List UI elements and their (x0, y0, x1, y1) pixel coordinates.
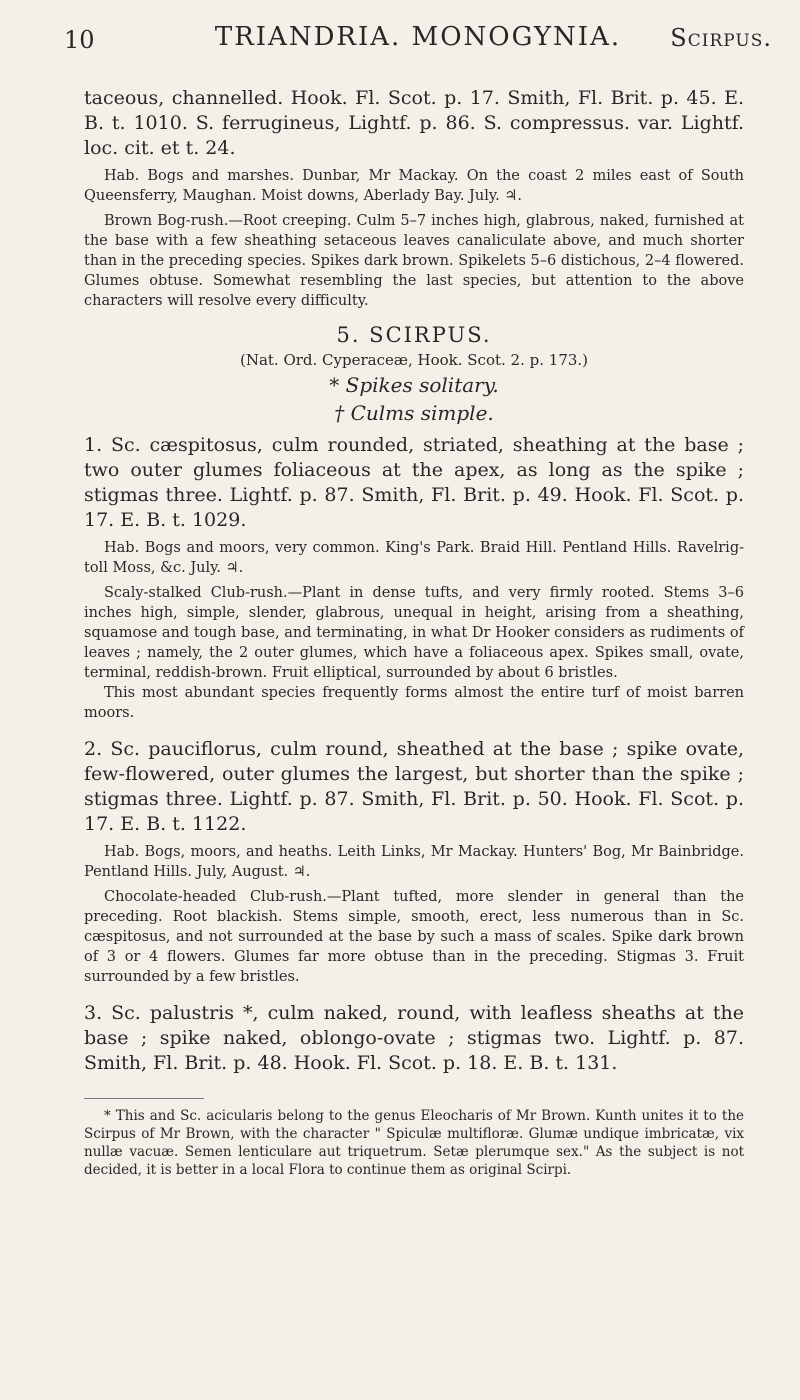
footnote-rule (84, 1098, 204, 1099)
habitat-paragraph: Hab. Bogs, moors, and heaths. Leith Links, Mr Mackay. Hunters' Bog, Mr Bainbridge. Pentland Hills. July, August. ♃. (84, 844, 744, 880)
footnote: * This and Sc. acicularis belong to the genus Eleocharis of Mr Brown. Kunth unites it to the Scirpus of Mr Brown, with the character " Spiculæ multifloræ. Glumæ undique imbricatæ, vix nullæ vacuæ. Semen lenticulare aut triquetrum. Setæ plerumque sex." As the subject is not decided, it is better in a local Flora to continue them as original Scirpi. (84, 1108, 744, 1178)
subsection-heading: † Culms simple. (334, 401, 494, 425)
species-entry: 2. Sc. pauciflorus, culm round, sheathed at the base ; spike ovate, few-flowered, outer glumes the largest, but shorter than the spike ; stigmas three. Lightf. p. 87. Smith, Fl. Brit. p. 50. Hook. Fl. Scot. p. 17. E. B. t. 1122. (84, 738, 744, 835)
species-entry: 1. Sc. cæspitosus, culm rounded, striated, sheathing at the base ; two outer glumes foliaceous at the apex, as long as the spike ; stigmas three. Lightf. p. 87. Smith, Fl. Brit. p. 49. Hook. Fl. Scot. p. 17. E. B. t. 1029. (84, 434, 744, 531)
page-body (84, 86, 744, 1179)
habitat-paragraph: Hab. Bogs and moors, very common. King's Park. Braid Hill. Pentland Hills. Ravelrig-toll Moss, &c. July. ♃. (84, 540, 744, 576)
running-genus-title: Scirpus. (670, 24, 772, 52)
page-header (64, 16, 772, 60)
natural-order-line: (Nat. Ord. Cyperaceæ, Hook. Scot. 2. p. 173.) (239, 351, 589, 369)
synonyms-continued: taceous, channelled. Hook. Fl. Scot. p. 17. Smith, Fl. Brit. p. 45. E. B. t. 1010. S. ferrugineus, Lightf. p. 86. S. compressus. var. Lightf. loc. cit. et t. 24. (84, 87, 744, 159)
running-title: TRIANDRIA. MONOGYNIA. (214, 22, 622, 52)
genus-heading: 5. SCIRPUS. (336, 323, 492, 347)
description-paragraph: Chocolate-headed Club-rush.—Plant tufted, more slender in general than the preceding. Root blackish. Stems simple, smooth, erect, less numerous than in Sc. cæspitosus, and not surrounded at the base by such a mass of scales. Spike dark brown of 3 or 4 flowers. Glumes far more obtuse than in the preceding. Stigmas 3. Fruit surrounded by a few bristles. (84, 889, 744, 985)
section-heading: * Spikes solitary. (329, 373, 499, 397)
habitat-paragraph: Hab. Bogs and marshes. Dunbar, Mr Mackay. On the coast 2 miles east of South Queensferry, Maughan. Moist downs, Aberlady Bay. July. ♃. (84, 168, 744, 204)
description-paragraph: Brown Bog-rush.—Root creeping. Culm 5–7 inches high, glabrous, naked, furnished at the base with a few sheathing setaceous leaves canaliculate above, and much shorter than in the preceding species. Spikes dark brown. Spikelets 5–6 distichous, 2–4 flowered. Glumes obtuse. Somewhat resembling the last species, but attention to the above characters will resolve every difficulty. (84, 213, 744, 309)
note-paragraph: This most abundant species frequently forms almost the entire turf of moist barren moors. (84, 685, 744, 721)
description-paragraph: Scaly-stalked Club-rush.—Plant in dense tufts, and very firmly rooted. Stems 3–6 inches high, simple, slender, glabrous, unequal in height, arising from a sheathing, squamose and tough base, and terminating, in what Dr Hooker considers as rudiments of leaves ; namely, the 2 outer glumes, which have a foliaceous apex. Spikes small, ovate, terminal, reddish-brown. Fruit elliptical, surrounded by about 6 bristles. (84, 585, 744, 681)
species-entry: 3. Sc. palustris *, culm naked, round, with leafless sheaths at the base ; spike naked, oblongo-ovate ; stigmas two. Lightf. p. 87. Smith, Fl. Brit. p. 48. Hook. Fl. Scot. p. 18. E. B. t. 131. (84, 1002, 744, 1074)
page-number: 10 (64, 26, 95, 54)
